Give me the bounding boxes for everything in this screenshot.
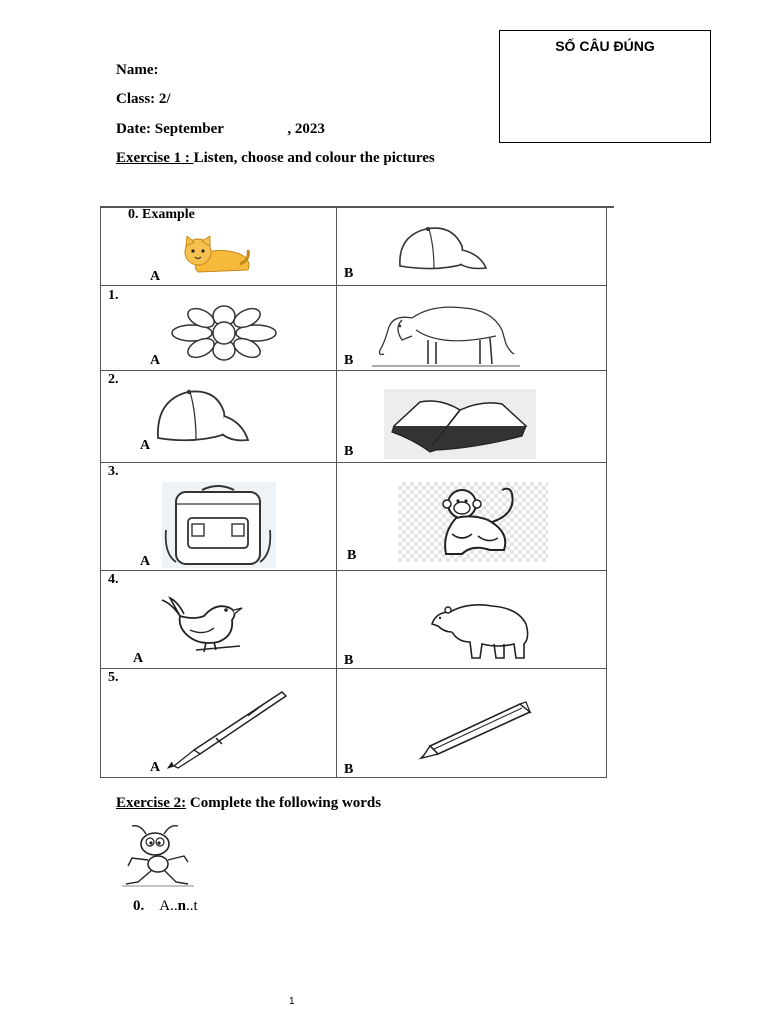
option-b-label: B xyxy=(344,762,354,777)
exercise2-title-text: Complete the following words xyxy=(186,795,382,811)
row-number: 1. xyxy=(108,288,119,303)
cap-icon[interactable] xyxy=(396,224,488,280)
ant-icon[interactable] xyxy=(122,822,198,892)
class-field-label: Class: 2/ xyxy=(116,91,171,107)
name-field-label: Name: xyxy=(116,62,159,78)
row-number: 2. xyxy=(108,372,119,387)
page-number: 1 xyxy=(289,996,295,1007)
exercise1-title-text: Listen, choose and colour the pictures xyxy=(193,150,435,166)
option-a-label: A xyxy=(150,269,161,284)
option-b-label: B xyxy=(344,353,354,368)
example-word-part-t: ..t xyxy=(185,898,198,914)
option-a-label: A xyxy=(150,353,161,368)
option-a-label: A xyxy=(140,438,151,453)
bear-icon[interactable] xyxy=(428,598,532,662)
score-box xyxy=(499,30,711,143)
backpack-icon[interactable] xyxy=(162,482,276,568)
exercise1-title xyxy=(116,150,435,167)
cat-icon[interactable] xyxy=(178,236,252,274)
bird-icon[interactable] xyxy=(160,594,244,660)
exercise1-title-prefix: Exercise 1 : xyxy=(116,150,194,166)
date-field-label: Date: September , 2023 xyxy=(116,121,325,137)
example-number: 0. xyxy=(133,898,145,914)
book-icon[interactable] xyxy=(390,396,530,454)
option-b-label: B xyxy=(344,653,354,668)
exercise2-title xyxy=(116,795,381,812)
option-a-label: A xyxy=(133,651,144,666)
exercise2-example xyxy=(133,898,198,915)
cap-icon[interactable] xyxy=(154,386,250,456)
option-b-label: B xyxy=(344,266,354,281)
pen-icon[interactable] xyxy=(164,688,288,770)
row-number: 0. Example xyxy=(128,207,195,222)
exercise1-table xyxy=(100,206,614,778)
option-a-label: A xyxy=(150,760,161,775)
row-number: 4. xyxy=(108,572,119,587)
example-word-part-a: A.. xyxy=(159,898,178,914)
elephant-icon[interactable] xyxy=(372,300,520,370)
option-b-label: B xyxy=(344,444,354,459)
exercise2-title-prefix: Exercise 2: xyxy=(116,795,187,811)
score-box-label: SỐ CÂU ĐÚNG xyxy=(555,38,655,54)
option-a-label: A xyxy=(140,554,151,569)
pencil-icon[interactable] xyxy=(396,690,558,770)
example-word-part-n: n xyxy=(177,898,186,914)
row-number: 5. xyxy=(108,670,119,685)
row-number: 3. xyxy=(108,464,119,479)
flower-icon[interactable] xyxy=(168,304,280,362)
option-b-label: B xyxy=(347,548,357,563)
monkey-icon[interactable] xyxy=(432,484,522,560)
